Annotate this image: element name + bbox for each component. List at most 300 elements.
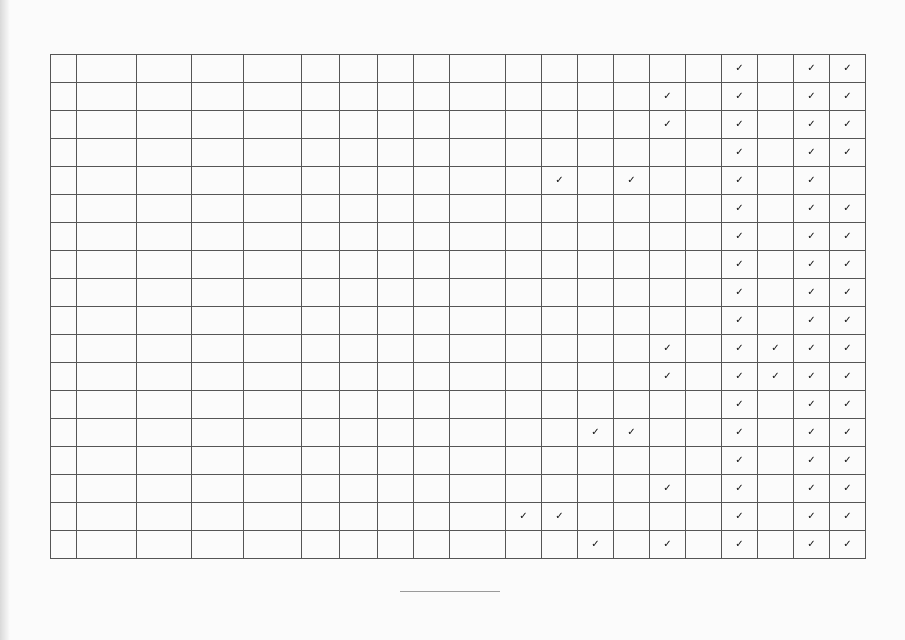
table-cell — [614, 111, 650, 139]
table-cell — [244, 391, 302, 419]
table-cell — [414, 419, 450, 447]
checkmark-icon: ✓ — [627, 426, 636, 438]
checkmark-icon: ✓ — [807, 538, 816, 550]
table-cell — [77, 83, 137, 111]
table-cell — [450, 167, 506, 195]
checkmark-icon: ✓ — [735, 146, 744, 158]
table-cell — [137, 335, 192, 363]
table-cell — [830, 139, 866, 167]
table-cell — [722, 475, 758, 503]
table-cell — [830, 167, 866, 195]
table-cell — [506, 363, 542, 391]
table-cell — [137, 419, 192, 447]
table-cell — [51, 503, 77, 531]
table-cell — [506, 251, 542, 279]
table-cell — [450, 195, 506, 223]
checkmark-icon: ✓ — [663, 90, 672, 102]
table-cell — [244, 335, 302, 363]
table-cell — [686, 139, 722, 167]
table-cell — [650, 307, 686, 335]
table-cell — [137, 195, 192, 223]
table-cell — [302, 391, 340, 419]
table-cell — [578, 83, 614, 111]
table-cell — [650, 111, 686, 139]
checkmark-icon: ✓ — [807, 454, 816, 466]
table-cell — [758, 447, 794, 475]
table-row — [51, 475, 866, 503]
table-cell — [614, 251, 650, 279]
table-cell — [340, 195, 378, 223]
table-cell — [378, 447, 414, 475]
table-row — [51, 447, 866, 475]
checkmark-icon: ✓ — [735, 286, 744, 298]
table-cell — [722, 223, 758, 251]
table-cell — [542, 391, 578, 419]
table-cell — [414, 335, 450, 363]
table-cell — [542, 447, 578, 475]
table-cell — [192, 531, 244, 559]
table-cell — [830, 83, 866, 111]
table-cell — [794, 335, 830, 363]
table-cell — [758, 503, 794, 531]
table-cell — [340, 419, 378, 447]
table-cell — [578, 139, 614, 167]
table-cell — [722, 139, 758, 167]
table-cell — [650, 531, 686, 559]
table-cell — [650, 223, 686, 251]
table-cell — [578, 223, 614, 251]
table-row — [51, 363, 866, 391]
checkmark-icon: ✓ — [735, 202, 744, 214]
table-cell — [414, 307, 450, 335]
table-cell — [542, 503, 578, 531]
table-cell — [614, 391, 650, 419]
table-cell — [758, 279, 794, 307]
checkmark-icon: ✓ — [843, 230, 852, 242]
checkmark-icon: ✓ — [735, 258, 744, 270]
table-cell — [614, 195, 650, 223]
table-cell — [686, 475, 722, 503]
table-cell — [450, 531, 506, 559]
table-cell — [578, 447, 614, 475]
table-row — [51, 111, 866, 139]
table-cell — [506, 195, 542, 223]
table-cell — [302, 531, 340, 559]
table-cell — [830, 223, 866, 251]
checkmark-icon: ✓ — [807, 174, 816, 186]
table-cell — [506, 503, 542, 531]
table-cell — [378, 503, 414, 531]
table-cell — [794, 195, 830, 223]
checkmark-icon: ✓ — [663, 538, 672, 550]
table-cell — [244, 447, 302, 475]
table-cell — [137, 391, 192, 419]
table-cell — [414, 167, 450, 195]
checkmark-icon: ✓ — [807, 342, 816, 354]
table-row — [51, 223, 866, 251]
table-cell — [758, 139, 794, 167]
table-cell — [244, 195, 302, 223]
table-cell — [614, 83, 650, 111]
table-cell — [51, 167, 77, 195]
checkmark-icon: ✓ — [843, 118, 852, 130]
table-cell — [794, 419, 830, 447]
table-cell — [686, 419, 722, 447]
table-cell — [340, 55, 378, 83]
table-cell — [506, 307, 542, 335]
checkmark-icon: ✓ — [807, 398, 816, 410]
checkmark-icon: ✓ — [843, 454, 852, 466]
table-cell — [614, 447, 650, 475]
table-row — [51, 83, 866, 111]
table-row — [51, 307, 866, 335]
checkmark-icon: ✓ — [807, 118, 816, 130]
table-cell — [77, 503, 137, 531]
table-cell — [830, 111, 866, 139]
table-cell — [414, 111, 450, 139]
table-cell — [450, 363, 506, 391]
table-cell — [340, 167, 378, 195]
checkmark-icon: ✓ — [735, 370, 744, 382]
table-cell — [450, 307, 506, 335]
checkmark-icon: ✓ — [663, 342, 672, 354]
table-cell — [650, 363, 686, 391]
table-cell — [650, 391, 686, 419]
table-cell — [830, 251, 866, 279]
table-cell — [506, 475, 542, 503]
table-cell — [686, 279, 722, 307]
table-cell — [51, 307, 77, 335]
table-cell — [137, 447, 192, 475]
checkmark-icon: ✓ — [735, 510, 744, 522]
table-cell — [414, 447, 450, 475]
table-cell — [51, 475, 77, 503]
table-cell — [614, 139, 650, 167]
table-cell — [578, 195, 614, 223]
table-cell — [77, 55, 137, 83]
table-cell — [722, 447, 758, 475]
table-cell — [302, 139, 340, 167]
table-cell — [542, 531, 578, 559]
table-cell — [758, 531, 794, 559]
table-cell — [758, 167, 794, 195]
table-cell — [450, 447, 506, 475]
table-cell — [450, 503, 506, 531]
table-cell — [244, 83, 302, 111]
table-cell — [77, 279, 137, 307]
table-cell — [830, 531, 866, 559]
table-cell — [378, 307, 414, 335]
table-cell — [51, 363, 77, 391]
table-row — [51, 419, 866, 447]
table-cell — [340, 475, 378, 503]
checkmark-icon: ✓ — [735, 398, 744, 410]
table-cell — [506, 531, 542, 559]
table-cell — [414, 251, 450, 279]
table-cell — [686, 335, 722, 363]
register-table-body — [51, 55, 866, 559]
table-cell — [137, 503, 192, 531]
checkmark-icon: ✓ — [807, 230, 816, 242]
table-cell — [650, 475, 686, 503]
table-cell — [722, 531, 758, 559]
table-cell — [722, 279, 758, 307]
table-cell — [192, 167, 244, 195]
table-cell — [506, 447, 542, 475]
table-row — [51, 531, 866, 559]
table-cell — [794, 167, 830, 195]
page-footer — [400, 588, 500, 595]
table-cell — [137, 531, 192, 559]
table-cell — [794, 111, 830, 139]
table-cell — [578, 419, 614, 447]
table-cell — [542, 363, 578, 391]
checkmark-icon: ✓ — [807, 286, 816, 298]
table-cell — [340, 279, 378, 307]
table-cell — [614, 503, 650, 531]
table-cell — [794, 223, 830, 251]
table-cell — [244, 55, 302, 83]
table-cell — [192, 251, 244, 279]
table-cell — [830, 475, 866, 503]
table-cell — [578, 167, 614, 195]
table-cell — [340, 335, 378, 363]
table-cell — [794, 55, 830, 83]
table-cell — [340, 391, 378, 419]
table-cell — [722, 503, 758, 531]
table-cell — [758, 195, 794, 223]
table-cell — [302, 55, 340, 83]
table-cell — [506, 279, 542, 307]
table-cell — [137, 139, 192, 167]
table-cell — [414, 503, 450, 531]
table-cell — [51, 83, 77, 111]
table-cell — [650, 335, 686, 363]
table-cell — [51, 251, 77, 279]
table-cell — [340, 307, 378, 335]
table-cell — [542, 475, 578, 503]
table-cell — [758, 83, 794, 111]
checkmark-icon: ✓ — [519, 510, 528, 522]
table-cell — [137, 475, 192, 503]
checkmark-icon: ✓ — [843, 426, 852, 438]
table-cell — [77, 335, 137, 363]
table-cell — [77, 167, 137, 195]
table-cell — [302, 307, 340, 335]
table-cell — [758, 363, 794, 391]
checkmark-icon: ✓ — [843, 370, 852, 382]
table-cell — [650, 139, 686, 167]
table-cell — [830, 503, 866, 531]
checkmark-icon: ✓ — [735, 62, 744, 74]
table-cell — [794, 531, 830, 559]
table-cell — [302, 195, 340, 223]
table-cell — [192, 335, 244, 363]
table-cell — [244, 139, 302, 167]
table-cell — [758, 475, 794, 503]
table-cell — [51, 335, 77, 363]
table-cell — [506, 391, 542, 419]
table-cell — [614, 531, 650, 559]
table-cell — [137, 83, 192, 111]
table-cell — [192, 475, 244, 503]
table-cell — [51, 55, 77, 83]
table-row — [51, 55, 866, 83]
table-cell — [414, 195, 450, 223]
table-cell — [244, 251, 302, 279]
table-cell — [302, 419, 340, 447]
table-cell — [614, 223, 650, 251]
table-cell — [722, 111, 758, 139]
table-cell — [722, 363, 758, 391]
checkmark-icon: ✓ — [807, 202, 816, 214]
table-cell — [378, 475, 414, 503]
table-cell — [578, 279, 614, 307]
table-cell — [650, 419, 686, 447]
checkmark-icon: ✓ — [735, 454, 744, 466]
table-cell — [830, 419, 866, 447]
table-cell — [302, 503, 340, 531]
checkmark-icon: ✓ — [807, 258, 816, 270]
table-cell — [244, 475, 302, 503]
checkmark-icon: ✓ — [735, 342, 744, 354]
table-cell — [137, 251, 192, 279]
table-cell — [578, 251, 614, 279]
checkmark-icon: ✓ — [807, 90, 816, 102]
table-cell — [192, 279, 244, 307]
table-cell — [77, 447, 137, 475]
table-cell — [686, 55, 722, 83]
checkmark-icon: ✓ — [843, 90, 852, 102]
table-cell — [506, 419, 542, 447]
table-cell — [414, 83, 450, 111]
table-cell — [77, 391, 137, 419]
table-cell — [450, 55, 506, 83]
checkmark-icon: ✓ — [735, 230, 744, 242]
table-cell — [686, 111, 722, 139]
table-cell — [192, 139, 244, 167]
table-cell — [686, 223, 722, 251]
checkmark-icon: ✓ — [843, 538, 852, 550]
checkmark-icon: ✓ — [807, 510, 816, 522]
table-cell — [614, 335, 650, 363]
table-cell — [758, 335, 794, 363]
table-cell — [414, 391, 450, 419]
table-cell — [722, 419, 758, 447]
table-cell — [378, 391, 414, 419]
table-cell — [650, 55, 686, 83]
checkmark-icon: ✓ — [555, 510, 564, 522]
checkmark-icon: ✓ — [843, 398, 852, 410]
footer-rule — [400, 591, 500, 592]
table-cell — [378, 195, 414, 223]
table-cell — [686, 195, 722, 223]
table-cell — [302, 363, 340, 391]
table-cell — [378, 83, 414, 111]
checkmark-icon: ✓ — [735, 482, 744, 494]
table-cell — [758, 419, 794, 447]
table-cell — [650, 279, 686, 307]
table-cell — [378, 279, 414, 307]
table-row — [51, 391, 866, 419]
table-row — [51, 279, 866, 307]
table-cell — [722, 251, 758, 279]
table-cell — [542, 335, 578, 363]
table-cell — [686, 531, 722, 559]
table-cell — [506, 111, 542, 139]
table-cell — [244, 111, 302, 139]
table-cell — [686, 391, 722, 419]
checkmark-icon: ✓ — [771, 342, 780, 354]
table-cell — [794, 139, 830, 167]
table-cell — [614, 475, 650, 503]
table-cell — [51, 139, 77, 167]
table-cell — [378, 363, 414, 391]
table-cell — [758, 223, 794, 251]
table-cell — [830, 363, 866, 391]
table-cell — [302, 475, 340, 503]
table-cell — [542, 83, 578, 111]
table-cell — [77, 223, 137, 251]
table-cell — [378, 531, 414, 559]
table-cell — [542, 111, 578, 139]
table-cell — [578, 55, 614, 83]
table-cell — [77, 307, 137, 335]
table-cell — [302, 447, 340, 475]
checkmark-icon: ✓ — [843, 482, 852, 494]
table-cell — [506, 55, 542, 83]
table-cell — [137, 111, 192, 139]
checkmark-icon: ✓ — [735, 426, 744, 438]
checkmark-icon: ✓ — [843, 62, 852, 74]
table-cell — [506, 139, 542, 167]
table-cell — [686, 447, 722, 475]
table-cell — [578, 531, 614, 559]
table-cell — [302, 251, 340, 279]
checkmark-icon: ✓ — [735, 538, 744, 550]
table-cell — [578, 391, 614, 419]
table-cell — [244, 307, 302, 335]
table-cell — [578, 363, 614, 391]
table-cell — [340, 111, 378, 139]
table-cell — [614, 419, 650, 447]
table-cell — [244, 503, 302, 531]
table-cell — [686, 503, 722, 531]
table-cell — [794, 363, 830, 391]
table-cell — [542, 195, 578, 223]
table-cell — [758, 251, 794, 279]
table-cell — [686, 363, 722, 391]
table-cell — [378, 223, 414, 251]
table-cell — [614, 307, 650, 335]
checkmark-icon: ✓ — [627, 174, 636, 186]
checkmark-icon: ✓ — [843, 314, 852, 326]
table-cell — [794, 391, 830, 419]
table-cell — [450, 111, 506, 139]
table-cell — [137, 55, 192, 83]
table-cell — [244, 279, 302, 307]
table-cell — [614, 363, 650, 391]
table-cell — [137, 363, 192, 391]
table-cell — [51, 391, 77, 419]
table-cell — [51, 447, 77, 475]
checkmark-icon: ✓ — [663, 370, 672, 382]
table-cell — [830, 447, 866, 475]
table-cell — [450, 279, 506, 307]
table-cell — [51, 111, 77, 139]
table-row — [51, 139, 866, 167]
table-cell — [340, 363, 378, 391]
